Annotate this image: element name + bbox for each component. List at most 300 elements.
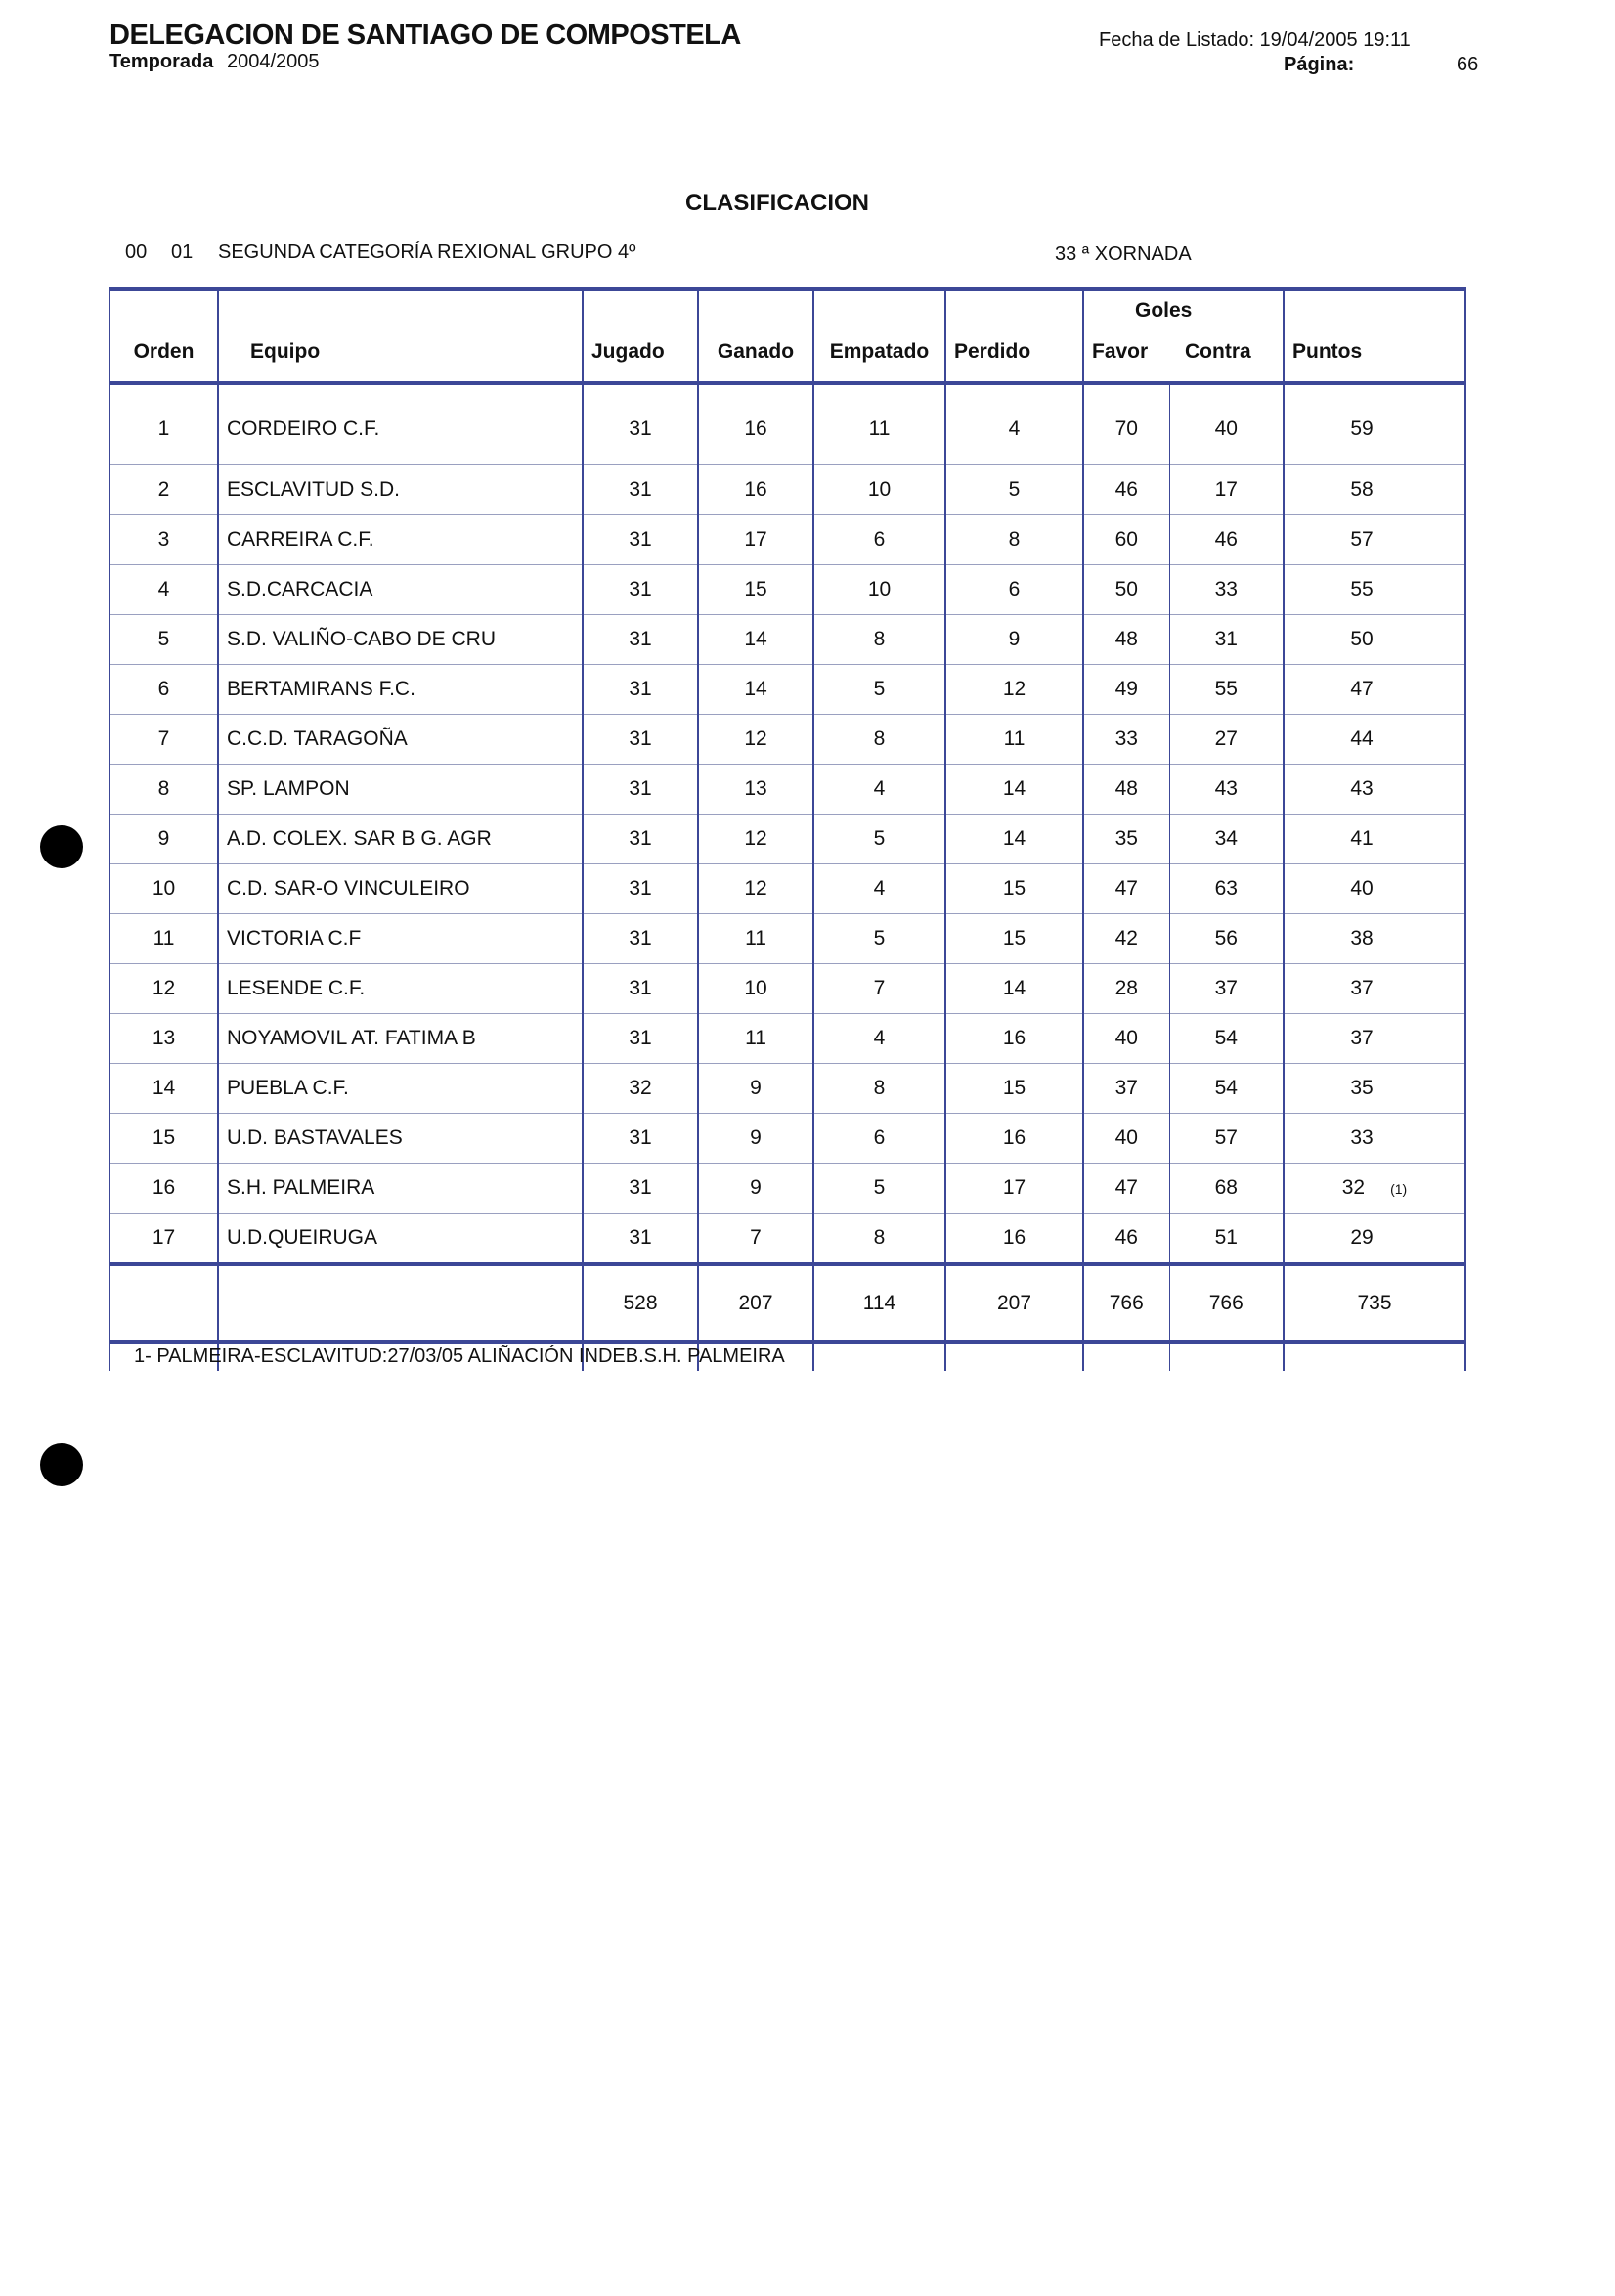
cell-value: 6 [1008,578,1021,600]
cell-value: 11 [1003,728,1026,750]
cell-value: 14 [744,678,767,700]
cell-value: 55 [1214,678,1238,700]
table-cell [1169,765,1284,815]
table-cell [1284,615,1465,665]
table-cell [1083,465,1169,515]
table-cell [1284,515,1465,565]
cell-value: 31 [629,977,652,999]
table-cell [698,665,813,715]
cell-value: 17 [744,528,767,551]
table-cell [583,615,698,665]
table-cell [1083,615,1169,665]
table-cell [698,1164,813,1214]
table-cell [109,815,218,864]
cell-value: 12 [152,977,176,999]
table-cell [813,864,945,914]
table-cell [1169,1114,1284,1164]
cell-value: 12 [744,827,767,850]
table-cell [218,1014,583,1064]
cell-value: 55 [1350,578,1374,600]
cell-value: 16 [744,417,767,440]
table-cell [109,383,218,465]
table-cell [813,383,945,465]
total-contra: 766 [1169,1264,1284,1342]
cell-value: 14 [152,1077,176,1099]
total-favor: 766 [1083,1264,1169,1342]
cell-value: 8 [1008,528,1021,551]
table-cell [583,1114,698,1164]
table-cell [218,1064,583,1114]
table-cell [583,515,698,565]
table-cell [583,665,698,715]
competition-code-1: 00 [125,242,148,263]
cell-value: NOYAMOVIL AT. FATIMA B [227,1027,476,1049]
table-cell [945,383,1083,465]
table-cell [109,964,218,1014]
table-cell [1083,565,1169,615]
cell-value: 15 [1002,1077,1026,1099]
cell-value: 9 [750,1126,762,1149]
cell-value: C.D. SAR-O VINCULEIRO [227,877,470,900]
table-cell [945,914,1083,964]
table-cell [583,383,698,465]
table-cell [1083,765,1169,815]
table-cell [218,715,583,765]
table-cell [1284,964,1465,1014]
cell-value: ESCLAVITUD S.D. [227,478,400,501]
table-cell [945,465,1083,515]
table-cell [813,1214,945,1265]
cell-value: 54 [1214,1077,1238,1099]
cell-value: 31 [629,1027,652,1049]
cell-value: 6 [873,1126,886,1149]
table-cell [583,815,698,864]
cell-value: 31 [629,417,652,440]
cell-value: 33 [1114,728,1138,750]
table-cell [813,1014,945,1064]
table-cell [1083,1342,1169,1371]
cell-value: 60 [1114,528,1138,551]
table-cell [1083,964,1169,1014]
cell-value: 37 [1350,977,1374,999]
table-cell [583,964,698,1014]
cell-value: 11 [153,927,175,949]
cell-value: 12 [744,728,767,750]
table-row [109,1164,1465,1214]
cell-value: 31 [629,877,652,900]
standings-table [109,287,1466,1371]
cell-value: 40 [1350,877,1374,900]
table-cell [698,383,813,465]
table-cell [1284,665,1465,715]
table-cell [1083,383,1169,465]
cell-value: 4 [157,578,170,600]
table-cell [698,515,813,565]
footnote: 1- PALMEIRA-ESCLAVITUD:27/03/05 ALIÑACIÓN INDEB.S.H. PALMEIRA [134,1346,785,1367]
table-cell [583,1014,698,1064]
table-cell [813,964,945,1014]
cell-value: 14 [1002,827,1026,850]
cell-value: 9 [750,1077,762,1099]
table-cell [945,1214,1083,1265]
table-cell [218,765,583,815]
table-cell [945,964,1083,1014]
table-cell [1169,914,1284,964]
table-cell [109,1214,218,1265]
table-cell [1284,815,1465,864]
table-cell [1083,715,1169,765]
table-cell [1083,1064,1169,1114]
table-cell [1284,1114,1465,1164]
cell-value: 11 [745,1027,766,1049]
table-cell [1284,1014,1465,1064]
table-cell [945,515,1083,565]
table-cell [1083,515,1169,565]
cell-value: 31 [629,478,652,501]
cell-value: 31 [629,827,652,850]
cell-value: 47 [1114,1176,1138,1199]
table-cell [1083,1114,1169,1164]
cell-value: 13 [152,1027,176,1049]
cell-value: 63 [1214,877,1238,900]
table-cell [1083,1214,1169,1265]
table-cell [1083,1164,1169,1214]
cell-value: 16 [744,478,767,501]
cell-value: 42 [1114,927,1138,949]
table-cell [1284,1214,1465,1265]
table-cell [698,765,813,815]
table-cell [109,1064,218,1114]
cell-value: 10 [867,578,892,600]
competition-name: SEGUNDA CATEGORÍA REXIONAL GRUPO 4º [218,242,636,263]
document-title: DELEGACION DE SANTIAGO DE COMPOSTELA [109,20,741,51]
table-cell [945,1064,1083,1114]
col-orden: Orden [109,289,218,383]
cell-value: 7 [750,1226,762,1249]
table-cell [109,465,218,515]
cell-value: 35 [1114,827,1138,850]
table-cell [698,1014,813,1064]
cell-value: 54 [1214,1027,1238,1049]
cell-value: 48 [1114,777,1138,800]
table-cell [813,715,945,765]
table-cell [698,615,813,665]
cell-value: VICTORIA C.F [227,927,362,949]
cell-value: 13 [744,777,767,800]
cell-value: 31 [629,528,652,551]
cell-value: 46 [1114,1226,1138,1249]
table-cell [109,515,218,565]
table-cell [698,565,813,615]
cell-value: 2 [157,478,170,501]
cell-value: 5 [873,1176,886,1199]
cell-value: 37 [1114,1077,1138,1099]
table-cell [698,715,813,765]
cell-value: 37 [1350,1027,1374,1049]
cell-value: 41 [1350,827,1374,850]
table-cell [945,1164,1083,1214]
table-cell [583,864,698,914]
table-cell [218,964,583,1014]
table-cell [945,565,1083,615]
cell-value: 31 [629,728,652,750]
table-cell [698,1114,813,1164]
table-cell [109,1164,218,1214]
cell-value: 17 [1214,478,1238,501]
cell-value: CORDEIRO C.F. [227,417,380,440]
cell-value: LESENDE C.F. [227,977,366,999]
footnote-marker: (1) [1390,1181,1408,1197]
table-cell [1169,1014,1284,1064]
cell-value: 8 [157,777,170,800]
table-row [109,1214,1465,1265]
table-cell [698,864,813,914]
cell-value: 8 [873,1226,886,1249]
table-cell [1284,715,1465,765]
cell-value: 16 [1002,1226,1026,1249]
cell-value: 9 [750,1176,762,1199]
cell-value: 7 [157,728,170,750]
table-cell [1169,964,1284,1014]
table-cell [1169,1342,1284,1371]
table-cell [698,815,813,864]
total-ganado: 207 [698,1264,813,1342]
table-cell [218,515,583,565]
table-cell [109,765,218,815]
table-cell [218,1214,583,1265]
cell-value: 37 [1214,977,1238,999]
cell-value: 5 [1008,478,1021,501]
cell-value: 31 [629,578,652,600]
table-cell [813,1164,945,1214]
cell-value: 6 [157,678,170,700]
table-cell [218,615,583,665]
cell-value: U.D.QUEIRUGA [227,1226,378,1249]
table-cell [109,1114,218,1164]
page-label: Página: [1284,54,1355,75]
cell-value: 4 [873,877,886,900]
table-cell [698,914,813,964]
table-cell [1169,665,1284,715]
cell-value: 49 [1114,678,1138,700]
page-number: 66 [1457,54,1479,75]
cell-value: PUEBLA C.F. [227,1077,349,1099]
table-row [109,515,1465,565]
table-cell [109,864,218,914]
table-cell [109,1014,218,1064]
cell-value: 50 [1350,628,1374,650]
table-cell [1284,1342,1465,1371]
table-cell [1083,914,1169,964]
table-cell [109,1264,218,1342]
season-value: 2004/2005 [227,51,320,72]
cell-value: 46 [1214,528,1238,551]
table-cell [813,815,945,864]
table-row [109,914,1465,964]
cell-value: 28 [1114,977,1138,999]
cell-value: 8 [873,628,886,650]
table-cell [813,565,945,615]
cell-value: 43 [1214,777,1238,800]
cell-value: 14 [744,628,767,650]
cell-value: 5 [157,628,170,650]
cell-value: SP. LAMPON [227,777,350,800]
table-cell [1284,383,1465,465]
total-jugado: 528 [583,1264,698,1342]
cell-value: 14 [1002,977,1026,999]
cell-value: 4 [1008,417,1021,440]
table-cell [1284,1164,1465,1214]
cell-value: 10 [152,877,176,900]
cell-value: 11 [868,417,891,440]
season-label: Temporada [109,51,214,72]
table-cell [1083,864,1169,914]
cell-value: 31 [629,927,652,949]
col-favor [1083,289,1193,383]
table-cell [583,715,698,765]
cell-value: 16 [1002,1027,1026,1049]
table-cell [109,914,218,964]
table-cell [583,465,698,515]
cell-value: 31 [629,1226,652,1249]
cell-value: 11 [745,927,766,949]
cell-value: 10 [867,478,892,501]
table-cell [109,665,218,715]
col-jugado: Jugado [583,289,698,383]
table-cell [1169,864,1284,914]
cell-value: 48 [1114,628,1138,650]
cell-value: 44 [1350,728,1374,750]
table-cell [1169,383,1284,465]
table-row [109,565,1465,615]
cell-value: 15 [152,1126,176,1149]
table-cell [813,665,945,715]
cell-value: 43 [1350,777,1374,800]
table-cell [218,815,583,864]
table-cell [218,1264,583,1342]
totals-row [109,1264,1465,1342]
table-cell [1169,1164,1284,1214]
table-cell [1169,565,1284,615]
col-contra: Contra [1169,289,1284,383]
table-cell [945,1014,1083,1064]
table-cell [1284,765,1465,815]
table-row [109,1014,1465,1064]
table-cell [1169,715,1284,765]
table-row [109,815,1465,864]
table-cell [1169,515,1284,565]
total-puntos: 735 [1284,1264,1465,1342]
competition-code-2: 01 [171,242,194,263]
cell-value: A.D. COLEX. SAR B G. AGR [227,827,492,850]
cell-value: 32 [629,1077,652,1099]
cell-value: 40 [1214,417,1238,440]
cell-value: 33 [1214,578,1238,600]
cell-value: CARREIRA C.F. [227,528,374,551]
cell-value: 15 [1002,927,1026,949]
table-cell [1284,565,1465,615]
cell-value: 8 [873,728,886,750]
cell-value: 5 [873,827,886,850]
table-cell [583,1064,698,1114]
cell-value: 27 [1214,728,1238,750]
cell-value: 57 [1214,1126,1238,1149]
cell-value: 70 [1114,417,1138,440]
col-perdido: Perdido [945,289,1083,383]
table-row [109,715,1465,765]
cell-value: C.C.D. TARAGOÑA [227,728,408,750]
table-row [109,383,1465,465]
cell-value: 29 [1350,1226,1374,1249]
table-cell [583,765,698,815]
table-cell [1169,1214,1284,1265]
table-cell [945,1342,1083,1371]
cell-value: 38 [1350,927,1374,949]
cell-value: 31 [629,628,652,650]
table-cell [583,914,698,964]
cell-value: 47 [1350,678,1374,700]
cell-value: 9 [1008,628,1021,650]
table-cell [945,715,1083,765]
table-cell [1169,615,1284,665]
total-empatado: 114 [813,1264,945,1342]
list-date: Fecha de Listado: 19/04/2005 19:11 [1099,29,1411,51]
cell-value: 46 [1114,478,1138,501]
table-cell [1284,864,1465,914]
cell-value: 40 [1114,1126,1138,1149]
cell-value: 56 [1214,927,1238,949]
table-cell [698,964,813,1014]
cell-value: 68 [1214,1176,1238,1199]
col-puntos: Puntos [1284,289,1465,383]
section-heading: CLASIFICACION [685,190,869,216]
cell-value: 57 [1350,528,1374,551]
table-cell [583,1164,698,1214]
cell-value: 6 [873,528,886,551]
table-cell [1284,1064,1465,1114]
table-cell [583,565,698,615]
cell-value: 31 [629,777,652,800]
table-cell [813,1064,945,1114]
table-row [109,964,1465,1014]
table-cell [945,665,1083,715]
cell-value: 5 [873,678,886,700]
cell-value: 7 [873,977,886,999]
table-cell [218,565,583,615]
cell-value: 40 [1114,1027,1138,1049]
table-cell [813,1342,945,1371]
table-cell [1083,815,1169,864]
cell-value: 10 [744,977,767,999]
table-cell [1169,1064,1284,1114]
table-cell [218,864,583,914]
cell-value: S.D.CARCACIA [227,578,373,600]
table-row [109,615,1465,665]
cell-value: BERTAMIRANS F.C. [227,678,415,700]
cell-value: 35 [1350,1077,1374,1099]
table-cell [109,565,218,615]
cell-value: 58 [1350,478,1374,501]
cell-value: 17 [152,1226,176,1249]
table-row [109,864,1465,914]
cell-value: 14 [1002,777,1026,800]
table-row [109,1064,1465,1114]
table-row [109,765,1465,815]
cell-value: 31 [1214,628,1238,650]
cell-value: 59 [1350,417,1374,440]
cell-value: 31 [629,1126,652,1149]
table-cell [583,1214,698,1265]
